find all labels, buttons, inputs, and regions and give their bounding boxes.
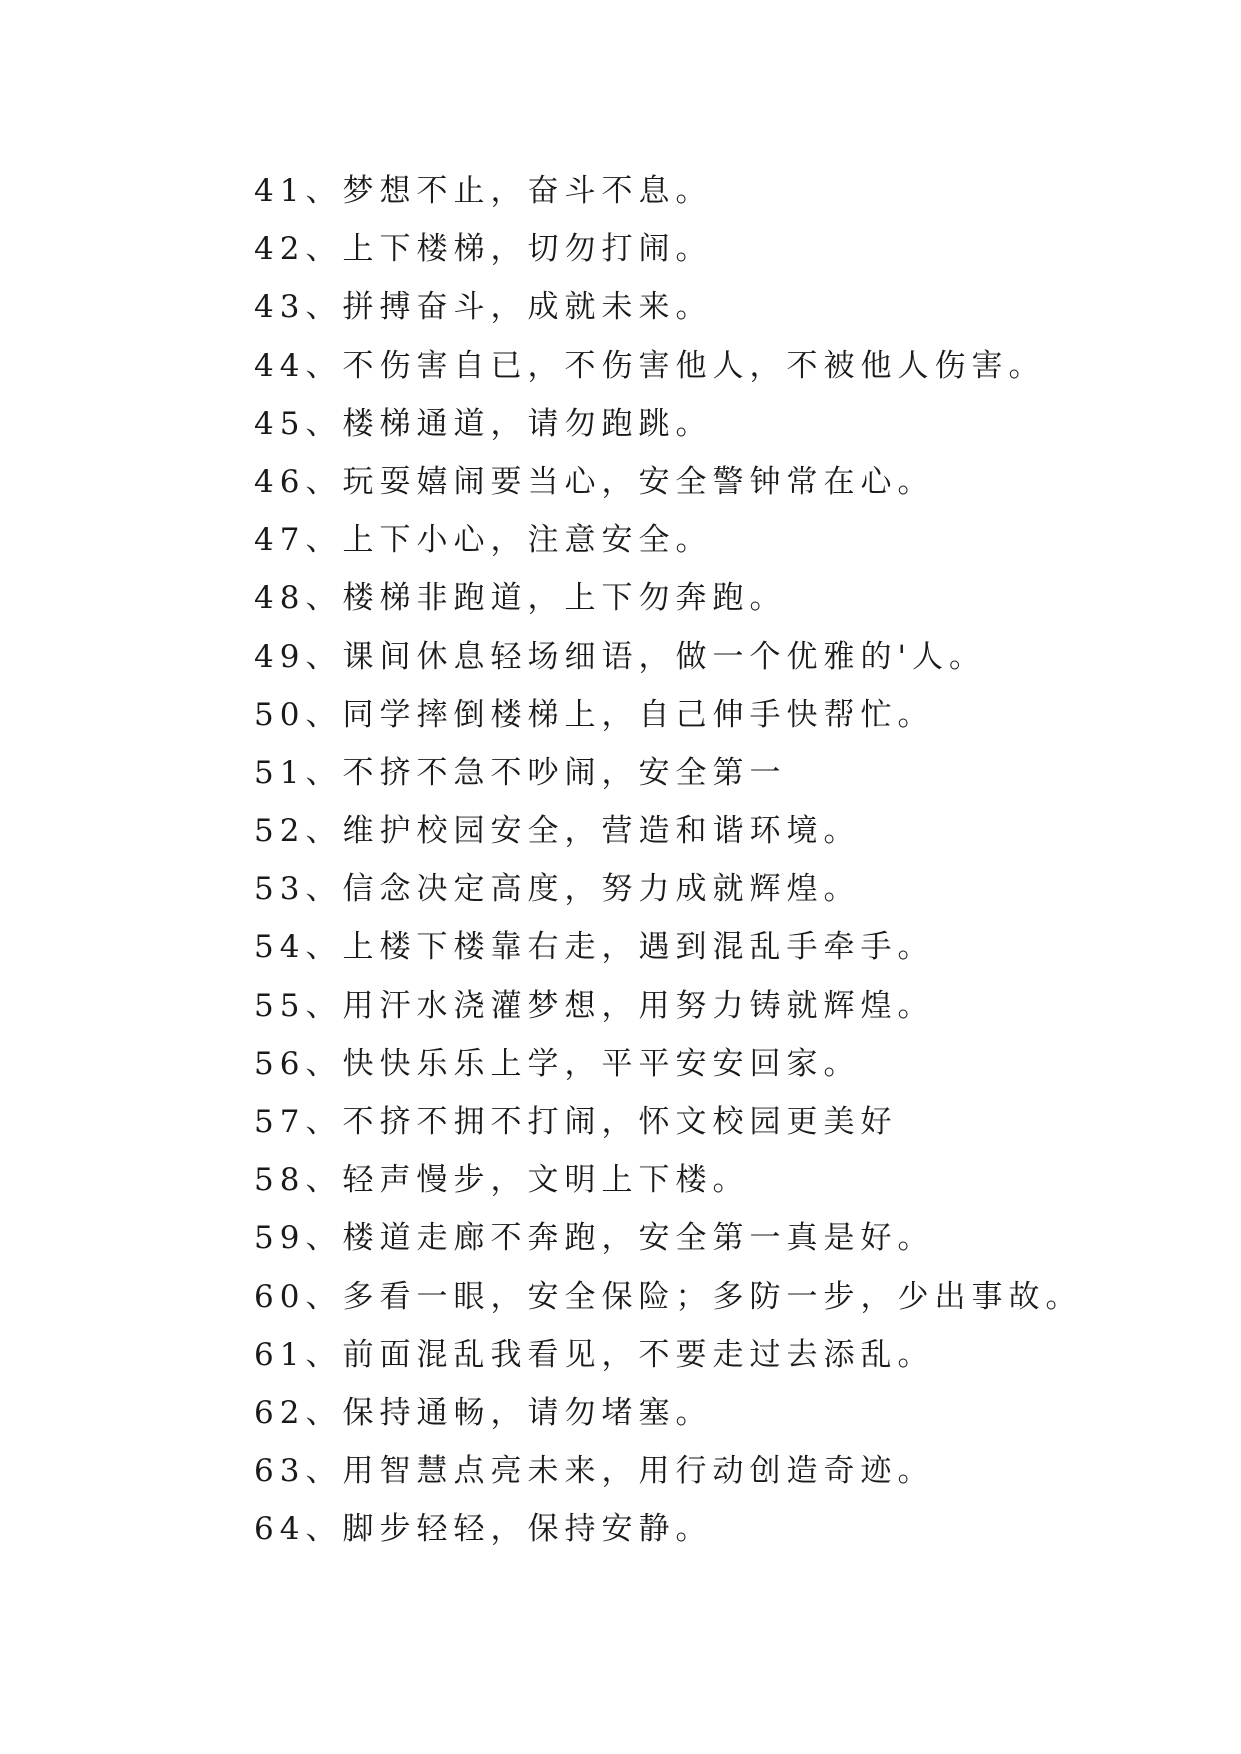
slogan-line-44: 44、不伤害自已，不伤害他人，不被他人伤害。 — [254, 347, 1046, 384]
slogan-line-64: 64、脚步轻轻，保持安静。 — [254, 1511, 713, 1548]
slogan-line-50: 50、同学摔倒楼梯上，自己伸手快帮忙。 — [254, 696, 935, 733]
slogan-line-51: 51、不挤不急不吵闹，安全第一 — [254, 754, 787, 791]
slogan-line-59: 59、楼道走廊不奔跑，安全第一真是好。 — [254, 1220, 935, 1257]
slogan-line-63: 63、用智慧点亮未来，用行动创造奇迹。 — [254, 1453, 935, 1490]
slogan-line-60: 60、多看一眼，安全保险；多防一步，少出事故。 — [254, 1278, 1083, 1315]
slogan-line-62: 62、保持通畅，请勿堵塞。 — [254, 1394, 713, 1431]
slogan-list — [254, 162, 1082, 1559]
slogan-line-56: 56、快快乐乐上学，平平安安回家。 — [254, 1045, 861, 1082]
slogan-line-48: 48、楼梯非跑道，上下勿奔跑。 — [254, 580, 787, 617]
slogan-line-54: 54、上楼下楼靠右走，遇到混乱手牵手。 — [254, 929, 935, 966]
slogan-line-43: 43、拼搏奋斗，成就未来。 — [254, 289, 713, 326]
slogan-line-45: 45、楼梯通道，请勿跑跳。 — [254, 405, 713, 442]
slogan-line-61: 61、前面混乱我看见，不要走过去添乱。 — [254, 1336, 935, 1373]
slogan-line-42: 42、上下楼梯，切勿打闹。 — [254, 231, 713, 268]
slogan-line-46: 46、玩耍嬉闹要当心，安全警钟常在心。 — [254, 463, 935, 500]
slogan-line-55: 55、用汗水浇灌梦想，用努力铸就辉煌。 — [254, 987, 935, 1024]
slogan-line-41: 41、梦想不止，奋斗不息。 — [254, 173, 713, 209]
slogan-line-52: 52、维护校园安全，营造和谐环境。 — [254, 813, 861, 850]
slogan-line-47: 47、上下小心，注意安全。 — [254, 522, 713, 559]
slogan-line-58: 58、轻声慢步，文明上下楼。 — [254, 1162, 750, 1199]
slogan-line-57: 57、不挤不拥不打闹，怀文校园更美好 — [254, 1104, 898, 1140]
slogan-line-53: 53、信念决定高度，努力成就辉煌。 — [254, 871, 861, 908]
slogan-line-49: 49、课间休息轻场细语，做一个优雅的'人。 — [254, 638, 986, 675]
